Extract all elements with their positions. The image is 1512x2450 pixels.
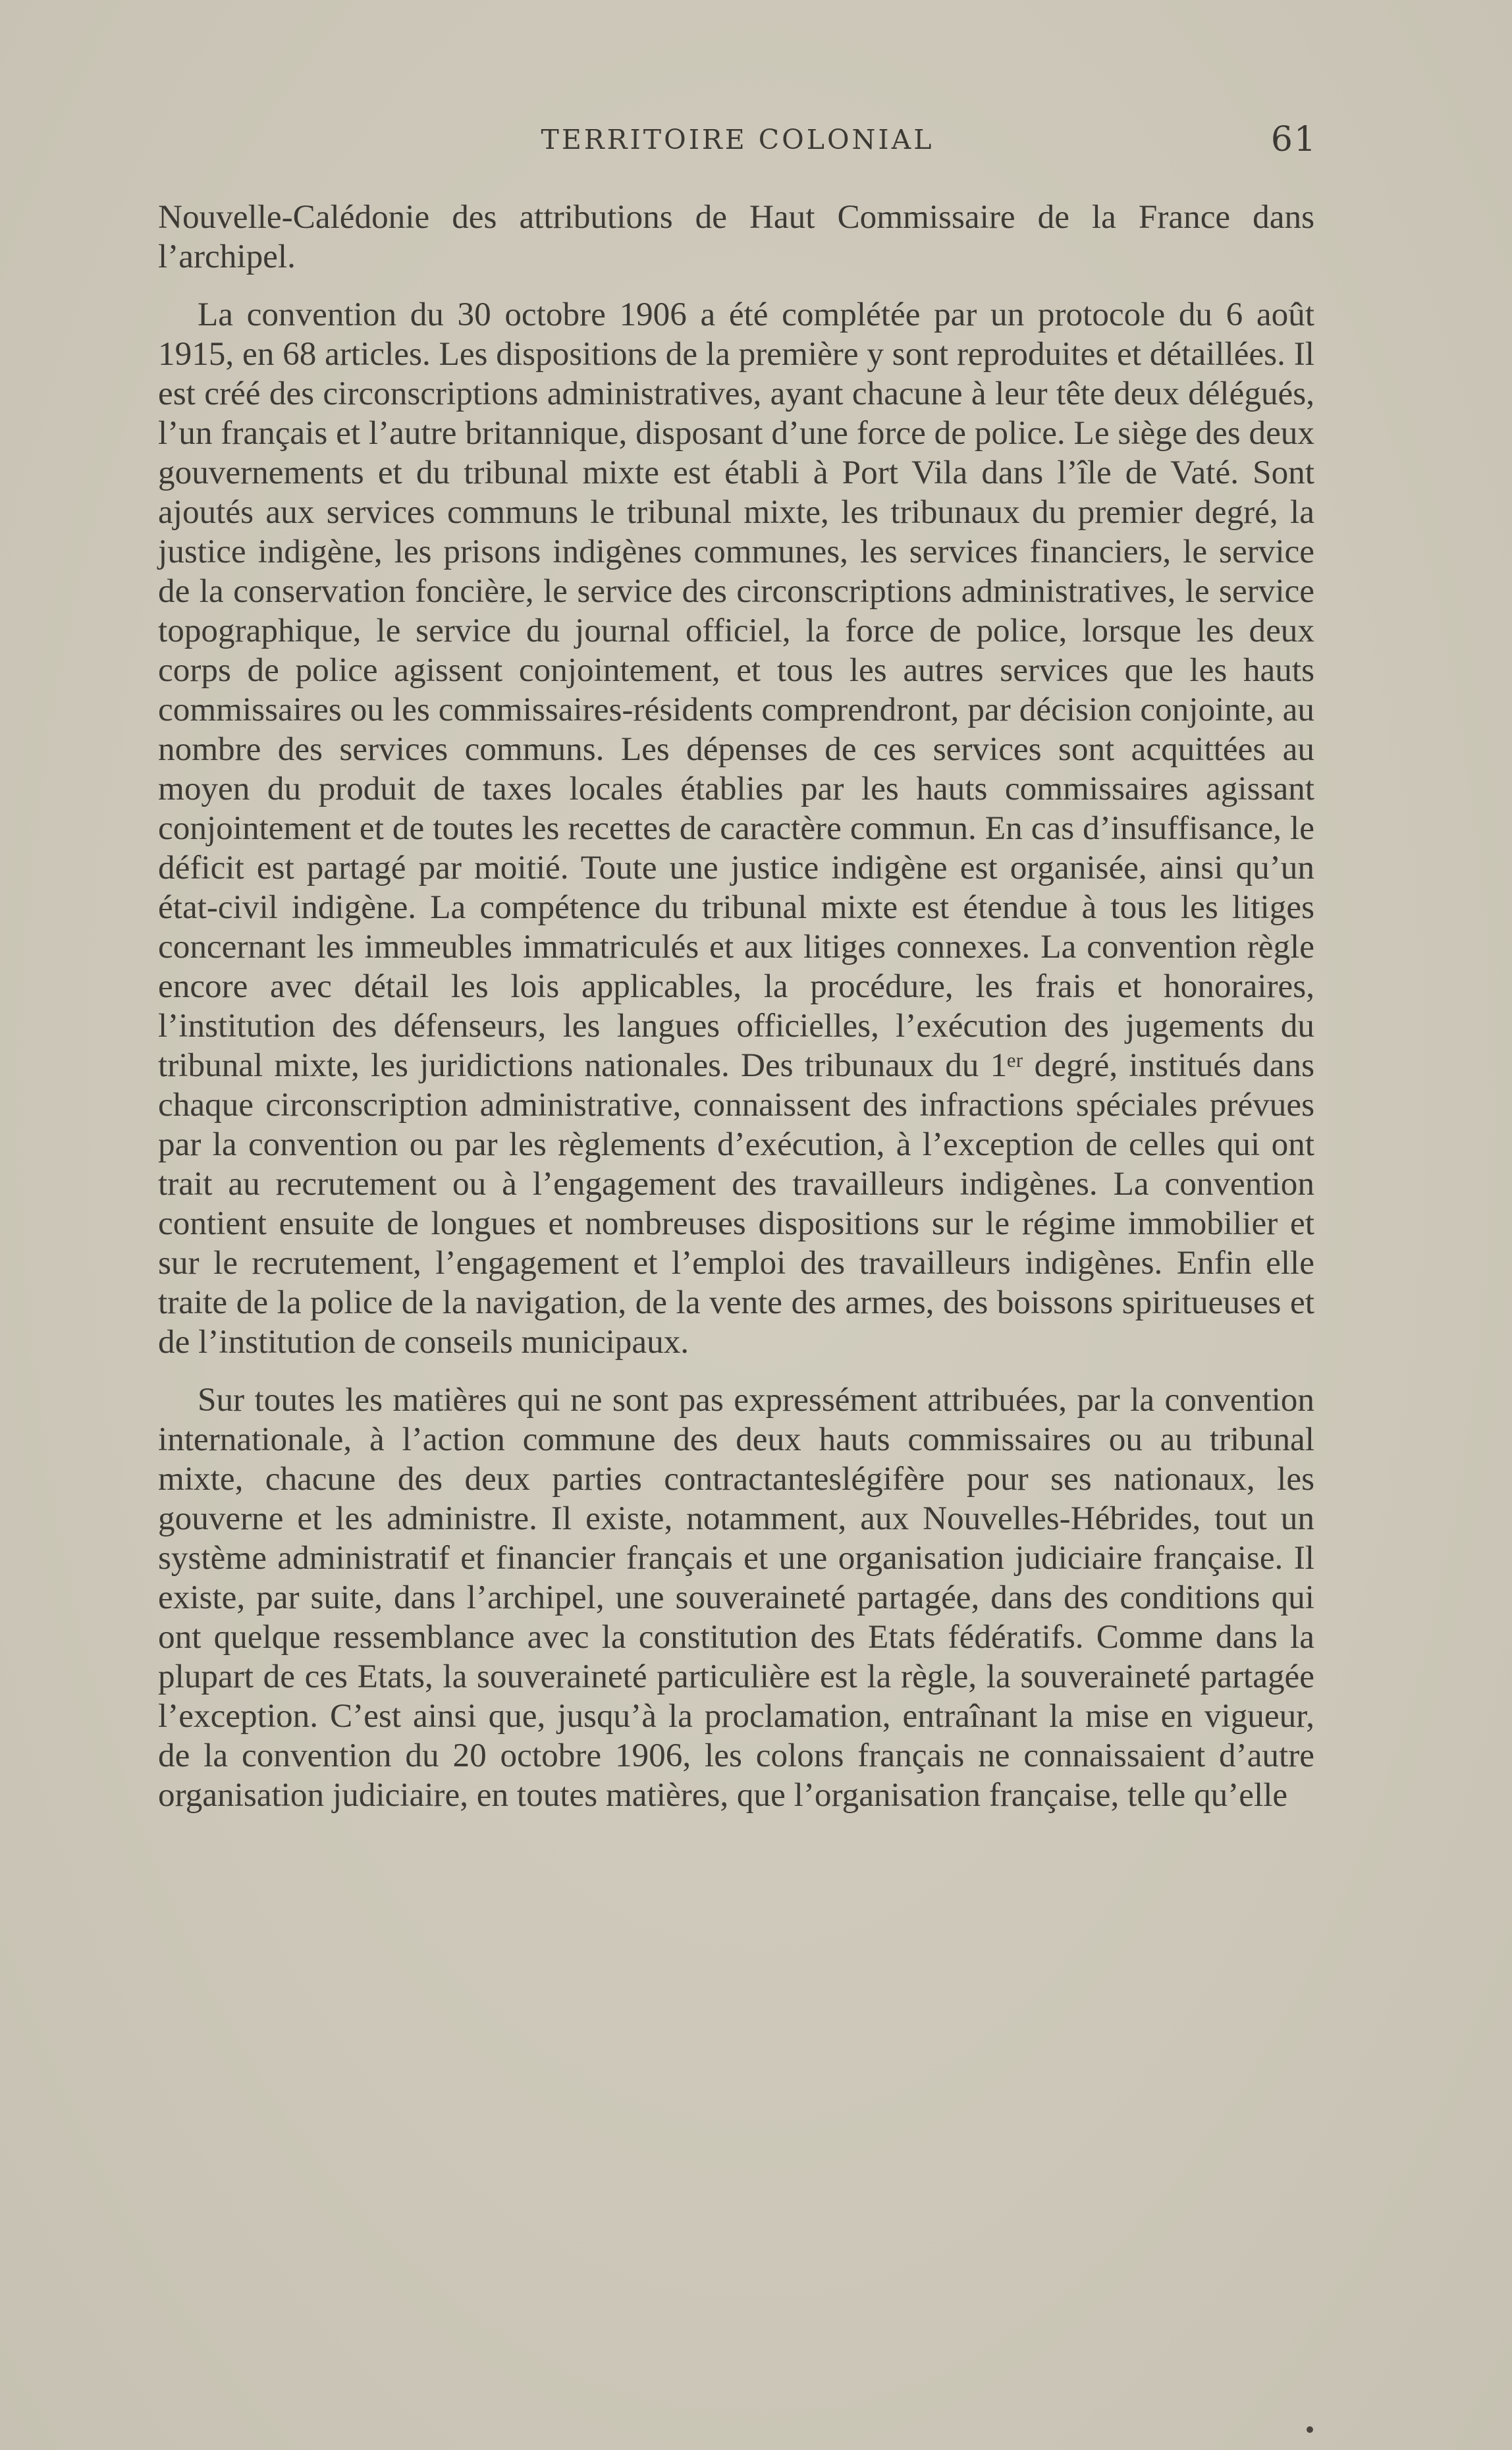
paragraph-convention-protocol: La convention du 30 octobre 1906 a été complétée par un protocole du 6 août 1915, en 68 articles. Les dispositions de la première y sont reproduites et détaillées. Il est créé des circonscriptions administratives, ayant chacune à leur tête deux délégués, l’un français et l’autre britannique, disposant d’une force de police. Le siège des deux gouvernements et du tribunal mixte est établi à Port Vila dans l’île de Vaté. Sont ajoutés aux services communs le tribunal mixte, les tribunaux du premier degré, la justice indigène, les prisons indigènes communes, les services financiers, le service de la conservation foncière, le service des circonscriptions administratives, le service topographique, le service du journal officiel, la force de police, lorsque les deux corps de police agissent conjointement, et tous les autres services que les hauts commissaires ou les commissaires-résidents comprendront, par décision conjointe, au nombre des services communs. Les dépenses de ces services sont acquittées au moyen du produit de taxes locales établies par les hauts commissaires agissant conjointement et de toutes les recettes de caractère commun. En cas d’insuffisance, le déficit est partagé par moitié. Toute une justice indigène est organisée, ainsi qu’un état-civil indigène. La compétence du tribunal mixte est étendue à tous les litiges concernant les immeubles immatriculés et aux litiges connexes. La convention règle encore avec détail les lois applicables, la procédure, les frais et honoraires, l’institution des défenseurs, les langues officielles, l’exécution des jugements du tribunal mixte, les juridictions nationales. Des tribunaux du 1ᵉʳ degré, institués dans chaque circonscription administrative, connaissent des infractions spéciales prévues par la convention ou par les règlements d’exécution, à l’exception de celles qui ont trait au recrutement ou à l’engagement des travailleurs indigènes. La convention contient ensuite de longues et nombreuses dispositions sur le régime immobilier et sur le recrutement, l’engagement et l’emploi des travailleurs indigènes. Enfin elle traite de la police de la navigation, de la vente des armes, des boissons spiritueuses et de l’institution de conseils municipaux. (158, 296, 1314, 1361)
page-number: 61 (1270, 120, 1317, 159)
body-text (158, 198, 1314, 1815)
paragraph-continuation: Nouvelle-Calédonie des attributions de Haut Commissaire de la France dans l’archipel. (158, 198, 1314, 275)
running-title: TERRITOIRE COLONIAL (541, 124, 934, 155)
running-head (158, 120, 1317, 163)
paragraph-shared-sovereignty: Sur toutes les matières qui ne sont pas expressément attribuées, par la convention internationale, à l’action commune des deux hauts commissaires ou au tribunal mixte, chacune des deux parties contractanteslégifère pour ses nationaux, les gouverne et les administre. Il existe, notamment, aux Nouvelles-Hébrides, tout un système administratif et financier français et une organisation judiciaire française. Il existe, par suite, dans l’archipel, une souveraineté partagée, dans des conditions qui ont quelque ressemblance avec la constitution des Etats fédératifs. Comme dans la plupart de ces Etats, la souveraineté particulière est la règle, la souveraineté partagée l’exception. C’est ainsi que, jusqu’à la proclamation, entraînant la mise en vigueur, de la convention du 20 octobre 1906, les colons français ne connaissaient d’autre organisation judiciaire, en toutes matières, que l’organisation française, telle qu’elle (158, 1381, 1314, 1814)
ink-speck (1307, 2426, 1313, 2433)
